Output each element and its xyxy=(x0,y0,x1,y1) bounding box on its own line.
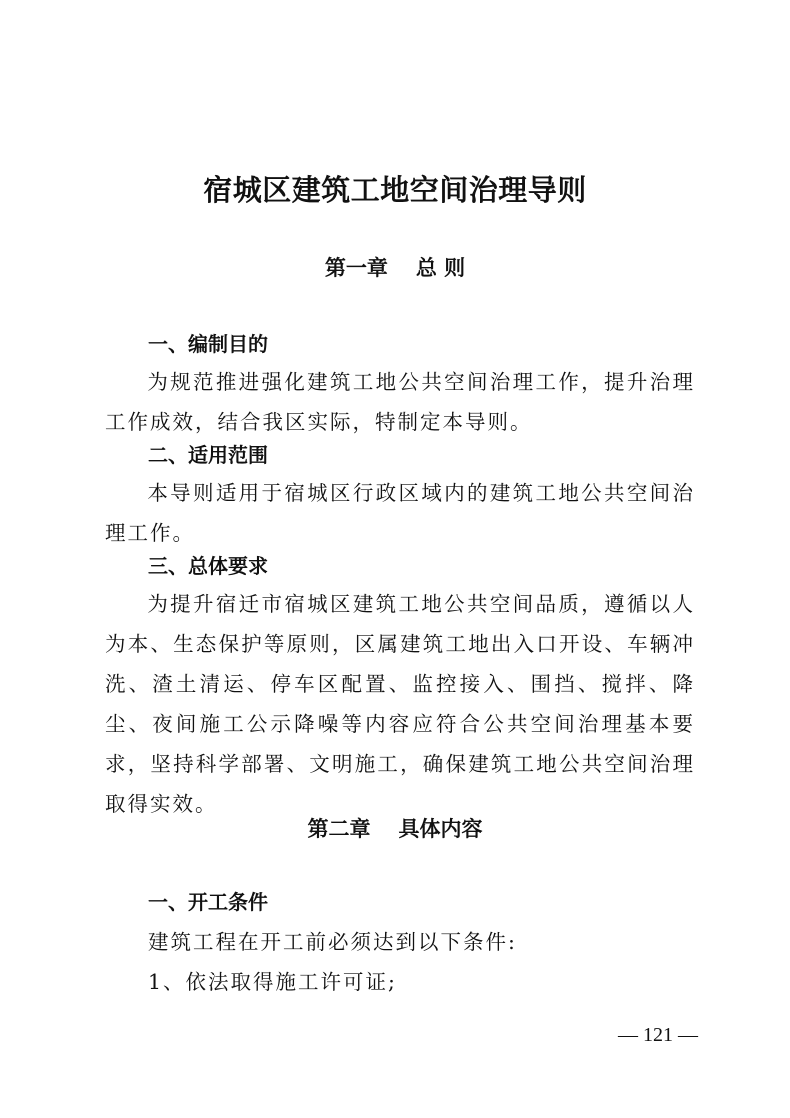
chapter-2-name: 具体内容 xyxy=(398,817,483,841)
section-2-body xyxy=(105,473,695,553)
section-1-heading: 一、编制目的 xyxy=(148,332,268,356)
chapter-1-name: 总 则 xyxy=(415,256,466,280)
page-number: — 121 — xyxy=(618,1024,698,1046)
section-2-heading: 二、适用范围 xyxy=(148,443,268,467)
chapter-2-heading xyxy=(0,814,790,844)
chapter-2-number: 第二章 xyxy=(307,817,371,841)
chapter-1-heading xyxy=(0,253,790,283)
section-1-text: 为规范推进强化建筑工地公共空间治理工作，提升治理工作成效，结合我区实际，特制定本导则。 xyxy=(105,370,695,434)
section-2-text: 本导则适用于宿城区行政区域内的建筑工地公共空间治理工作。 xyxy=(105,481,695,545)
section-3-body xyxy=(105,584,695,824)
chapter-1-number: 第一章 xyxy=(324,256,388,280)
section-4-heading: 一、开工条件 xyxy=(148,890,268,914)
section-4-line-2: 1、依法取得施工许可证; xyxy=(148,970,397,994)
document-title: 宿城区建筑工地空间治理导则 xyxy=(203,173,587,207)
section-4-line-1: 建筑工程在开工前必须达到以下条件: xyxy=(148,930,517,954)
section-3-text: 为提升宿迁市宿城区建筑工地公共空间品质，遵循以人为本、生态保护等原则，区属建筑工地出入口开设、车辆冲洗、渣土清运、停车区配置、监控接入、围挡、搅拌、降尘、夜间施工公示降噪等内容应符合公共空间治理基本要求，坚持科学部署、文明施工，确保建筑工地公共空间治理取得实效。 xyxy=(105,592,695,816)
section-3-heading: 三、总体要求 xyxy=(148,554,268,578)
section-1-body xyxy=(105,362,695,442)
